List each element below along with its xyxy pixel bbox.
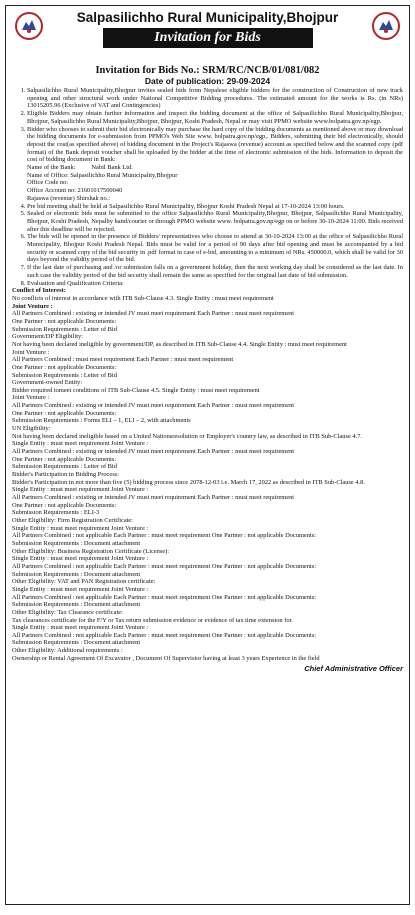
signatory-title: Chief Administrative Officer	[304, 664, 403, 674]
criteria-line: Single Entity : must meet requirement Joint Venture :	[12, 440, 149, 448]
criteria-line: Government-owned Entity:	[12, 379, 83, 387]
criteria-line: Not having been declared ineligible based on a United Nationsresolution or Employer's country law, as described in ITB Sub-Clause 4.7.	[12, 432, 363, 440]
criteria-line: One Partner : not applicable Documents:	[12, 409, 117, 417]
criteria-line: All Partners Combined : not applicable Each Partner : must meet requirement One Partner : not applicable Documents:	[12, 562, 317, 570]
criteria-line: Submission Requirements : Document attachment	[12, 570, 141, 578]
criteria-line: One Partner : not applicable Documents:	[12, 363, 117, 371]
title-banner: Invitation for Bids	[103, 28, 313, 48]
criteria-line: Joint Venture :	[12, 348, 50, 356]
criteria-line: Other Eligibility: Tax Clearance certificate:	[12, 608, 123, 616]
notice-page	[5, 5, 410, 905]
notice-item: 7. If the last date of purchasing and /or submission falls on a government holiday, then the next working day shall be considered as the last date. In such case the validity period of the bid security shall remain the same as specified for the original last date of bid submission.	[27, 264, 403, 279]
criteria-line: All Partners Combined : existing or intended JV must meet requirement Each Partner : must meet requirement	[12, 310, 295, 318]
notice-item: 2. Eligible Bidders may obtain further information and inspect the bidding document at the office of Salpasilichho Rural Municipality,Bhojpur, Bhojpur, Salpasilichho Rural Municipality,Bhojpur, Bhojpur, Koshi Pradesh, Nepal or may visit PPMO website www.bolpatra.gov.np/egp.	[27, 110, 403, 125]
bank-name: Name of the Bank: Nabil Bank Ltd.	[27, 164, 133, 172]
criteria-line: Not having been declared ineligible by government/DP, as described in ITB Sub-Clause 4.4. Single Entity : must meet requirement	[12, 340, 347, 348]
criteria-line: All Partners Combined : must meet requirement Each Partner : must meet requirement	[12, 356, 234, 364]
criteria-line: UN Eligibility:	[12, 425, 51, 433]
criteria-line: One Partner : not applicable Documents:	[12, 317, 117, 325]
bank-office-code: Office Code no:	[27, 179, 69, 187]
criteria-line: Single Entity : must meet requirement Joint Venture :	[12, 624, 149, 632]
bank-account-no: Office Account no: 21601017500040	[27, 187, 123, 195]
criteria-line: Submission Requirements : Letter of Bid	[12, 325, 117, 333]
criteria-line: Ownership or Rental Agreement Of Excavator , Document Of Supervisior having at least 3 years Experience in the field	[12, 654, 320, 662]
criteria-line: Submission Requirements : Letter of Bid	[12, 371, 117, 379]
nepal-emblem-right-icon	[371, 11, 401, 41]
criteria-line: Joint Venture :	[12, 394, 50, 402]
criteria-line: Other Eligibility: Business Registration Certificate (License):	[12, 547, 170, 555]
criteria-line: Submission Requirements : Document attachment	[12, 639, 141, 647]
criteria-line: Conflict of Interest:	[12, 287, 66, 295]
criteria-line: All Partners Combined : existing or intended JV must meet requirement Each Partner : must meet requirement	[12, 448, 295, 456]
notice-items	[12, 87, 403, 287]
criteria-line: Other Eligibility: Firm Registration Certificate:	[12, 516, 134, 524]
criteria-line: All Partners Combined : not applicable Each Partner : must meet requirement One Partner : not applicable Documents:	[12, 631, 317, 639]
criteria-line: No conflicts of interest in accordance with ITB Sub-Clause 4.3. Single Entity : must meet requirement	[12, 294, 274, 302]
organization-name: Salpasilichho Rural Municipality,Bhojpur	[76, 10, 339, 25]
notice-item: 6. The bids will be opened in the presence of Bidders' representatives who choose to attend at 30-10-2024 13:00 at the office of Salpasilichho Rural Municipality, Bhojpur Koshi Pradesh Nepal. Bids must be valid for a period of 90 days after bid opening and must be accompanied by a bid security or scanned copy of the bid security in .pdf format in case of e-bid, amounting to a minimum of NRs. 450000.0, which shall be valid for 30 days beyond the validity period of the bid.	[27, 233, 403, 264]
criteria-line: Submission Requirements : Document attachment	[12, 539, 141, 547]
criteria-line: Other Eligibility: VAT and PAN Registration certificate:	[12, 578, 156, 586]
bank-revenue-heading: Rajaswa (revenue) Shirshak no.:	[27, 194, 111, 202]
criteria-line: All Partners Combined : not applicable Each Partner : must meet requirement One Partner : not applicable Documents:	[12, 593, 317, 601]
criteria-line: Single Entity : must meet requirement Joint Venture :	[12, 524, 149, 532]
criteria-line: Single Entity : must meet requirement Joint Venture :	[12, 555, 149, 563]
notice-item: 1. Salpasilichho Rural Municipality,Bhojpur invites sealed bids from Nepalese eligible bidders for the construction of Construction of new track opening and other structural work under National Competitive Bidding procedures. The estimated amount for the works is Rs. (in NRs) 13015205.96 (Exclusive of VAT and Contingencies)	[27, 87, 403, 110]
criteria-line: Other Eligibility: Additional requirements :	[12, 647, 123, 655]
criteria-line: Bidder's Participation in not more than five (5) bidding process since 2078-12-03 i.e. March 17, 2022 as described in ITB Sub-Clause 4.8.	[12, 478, 365, 486]
criteria-line: Submission Requirements : Letter of Bid	[12, 463, 117, 471]
criteria-line: Bidder's Participation in Bidding Process:	[12, 471, 119, 479]
notice-item: 4. Pre bid meeting shall be held at Salpasilichho Rural Municipality, Bhojpur Koshi Pradesh Nepal at 17-10-2024 13:00 hours.	[27, 203, 403, 211]
criteria-line: Bidder required tomeet conditions of ITB Sub-Clause 4.5. Single Entity : must meet requirement	[12, 386, 260, 394]
bid-number: Invitation for Bids No.: SRM/RC/NCB/01/081/082	[95, 65, 320, 76]
criteria-line: All Partners Combined : not applicable Each Partner : must meet requirement One Partner : not applicable Documents:	[12, 532, 317, 540]
notice-item-text: Bidder who chooses to submit their bid electronically may purchase the hard copy of the bidding documents as mentioned above or may download the bidding documents for e-submission from PPMO's Web Site www. bolpatra.gov.np/egp,. Bidders, submitting their bid electronically, should deposit the cost(as specified above) of bidding document in the Project's Rajaswa (revenue) account as specified below and the scanned copy (pdf format) of the Bank deposit voucher shall be uploaded by the bidder at the time of electronic submission of the bids. Information to deposit the cost of bidding document in Bank:	[27, 125, 403, 164]
criteria-line: Tax clearances certificate for the F/Y or Tax return submission evidence or evidence of tax time extension for.	[12, 616, 293, 624]
criteria-line: Submission Requirements : Document attachment	[12, 601, 141, 609]
notice-item	[27, 126, 403, 203]
criteria-line: Single Entity : must meet requirement Joint Venture :	[12, 585, 149, 593]
criteria-line: Joint Venture :	[12, 302, 53, 310]
criteria-line: All Partners Combined : existing or intended JV must meet requirement Each Partner : must meet requirement	[12, 494, 295, 501]
criteria-line: One Partner : not applicable Documents:	[12, 455, 117, 463]
notice-header	[12, 9, 403, 61]
criteria-line: Government/DP Eligibility:	[12, 333, 83, 341]
criteria-line: Submission Requirements : Forms ELI – 1, ELI – 2, with attachments	[12, 417, 191, 425]
nepal-emblem-left-icon	[14, 11, 44, 41]
bank-office-name: Name of Office: Salpasilichho Rural Municipality,Bhojpur	[27, 171, 178, 179]
criteria-line: Single Entity : must meet requirement Joint Venture :	[12, 486, 149, 494]
publication-date: Date of publication: 29-09-2024	[144, 76, 271, 86]
criteria-line: One Partner : not applicable Documents:	[12, 501, 117, 509]
qualification-criteria	[12, 287, 403, 662]
criteria-line: Submission Requirements : ELI-3	[12, 509, 100, 517]
bank-details	[27, 164, 403, 203]
notice-item: 8. Evaluation and Qualification Criteria:	[27, 280, 403, 288]
criteria-line: All Partners Combined : existing or intended JV must meet requirement Each Partner : must meet requirement	[12, 402, 295, 410]
notice-item: 5. Sealed or electronic bids must be submitted to the office Salpasilichho Rural Municipality,Bhojpur, Bhojpur, Salpasilichho Rural Municipality, Bhojpur, Koshi Pradesh, Nepalby hand/courier or through PPMO website www. bolpatra.gov.np/egp on or before 30-10-2024 11:00. Bids received after this deadline will be rejected.	[27, 210, 403, 233]
